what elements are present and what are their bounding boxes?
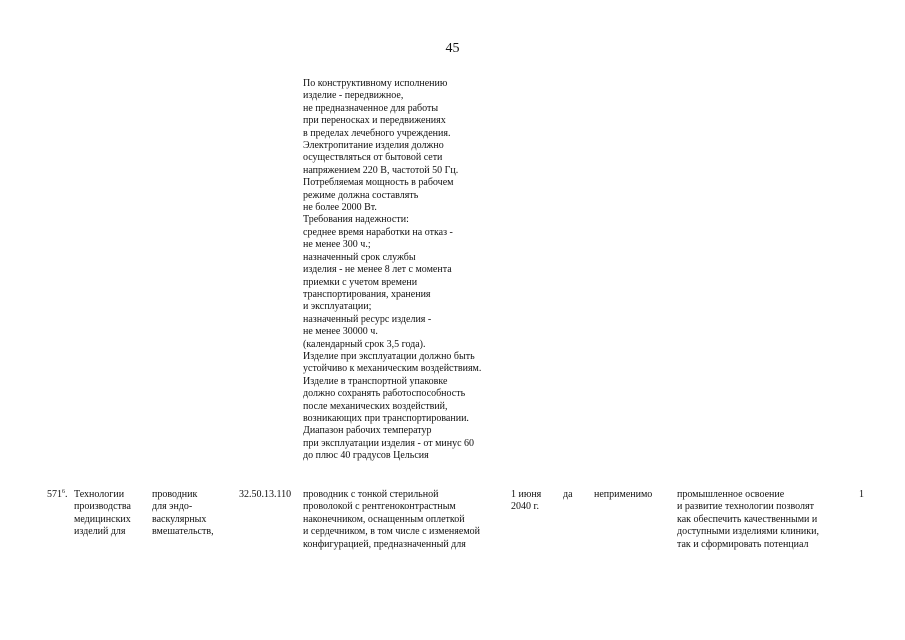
description-cell <box>303 489 480 551</box>
text-line: так и сформировать потенциал <box>677 538 809 550</box>
text-line: проволокой с рентгеноконтрастным <box>303 501 456 513</box>
text-line: и развитие технологии позволят <box>677 501 814 513</box>
text-line: не предназначенное для работы <box>303 102 439 114</box>
text-line: медицинских <box>74 513 131 525</box>
row-number-superscript: 6 <box>62 489 65 495</box>
text-line: По конструктивному исполнению <box>303 78 448 89</box>
text-line: 1 июня <box>511 489 542 500</box>
text-line: производства <box>74 501 131 513</box>
text-line: Изделие в транспортной упаковке <box>303 375 448 387</box>
text-line: транспортирования, хранения <box>303 288 431 300</box>
text-line: Требования надежности: <box>303 214 409 226</box>
text-line: 2040 г. <box>511 501 539 513</box>
text-line: среднее время наработки на отказ - <box>303 226 453 238</box>
date-cell <box>511 489 541 514</box>
product-cell <box>152 489 214 539</box>
text-line: конфигурацией, предназначенный для <box>303 538 466 550</box>
flag-cell: да <box>563 489 573 500</box>
text-line: наконечником, оснащенным оплеткой <box>303 513 465 525</box>
text-line: изделие - передвижное, <box>303 90 404 102</box>
okpd-code-cell: 32.50.13.110 <box>239 489 292 500</box>
text-line: назначенный ресурс изделия - <box>303 313 432 325</box>
row-number-main: 571 <box>47 489 62 500</box>
text-line: Технологии <box>74 489 125 500</box>
text-line: не менее 300 ч.; <box>303 239 371 251</box>
text-line: до плюс 40 градусов Цельсия <box>303 450 429 462</box>
text-line: Электропитание изделия должно <box>303 140 444 152</box>
last-column-cell: 1 <box>859 489 864 500</box>
outcome-cell <box>677 489 819 551</box>
text-line: васкулярных <box>152 513 207 525</box>
text-line: изделия - не менее 8 лет с момента <box>303 264 452 276</box>
text-line: осуществляться от бытовой сети <box>303 152 443 164</box>
text-line: изделий для <box>74 526 126 538</box>
text-line: напряжением 220 В, частотой 50 Гц. <box>303 164 459 176</box>
text-line: не менее 30000 ч. <box>303 326 378 338</box>
text-line: не более 2000 Вт. <box>303 202 377 214</box>
text-line: и эксплуатации; <box>303 301 372 313</box>
text-line: доступными изделиями клиники, <box>677 526 819 538</box>
page-number: 45 <box>445 41 460 56</box>
text-line: должно сохранять работоспособность <box>303 388 466 400</box>
continued-description <box>303 78 481 463</box>
row-number-suffix: . <box>65 489 68 500</box>
text-line: в пределах лечебного учреждения. <box>303 127 451 139</box>
text-line: Изделие при эксплуатации должно быть <box>303 350 475 362</box>
text-line: вмешательств, <box>152 526 214 538</box>
text-line: назначенный срок службы <box>303 251 416 263</box>
text-line: для эндо- <box>152 501 193 513</box>
text-line: и сердечником, в том числе с изменяемой <box>303 526 480 538</box>
text-line: (календарный срок 3,5 года). <box>303 338 426 350</box>
text-line: как обеспечить качественными и <box>677 513 818 525</box>
text-line: приемки с учетом времени <box>303 276 418 288</box>
technology-cell <box>74 489 131 539</box>
applicability-cell: неприменимо <box>594 489 653 500</box>
text-line: режиме должна составлять <box>303 189 419 201</box>
text-line: устойчиво к механическим воздействиям. <box>303 363 482 375</box>
text-line: после механических воздействий, <box>303 400 448 412</box>
text-line: промышленное освоение <box>677 489 785 500</box>
row-number <box>47 489 68 501</box>
text-line: проводник с тонкой стерильной <box>303 489 439 500</box>
text-line: Диапазон рабочих температур <box>303 425 432 437</box>
text-line: при переносках и передвижениях <box>303 115 446 127</box>
text-line: проводник <box>152 489 198 500</box>
text-line: возникающих при транспортировании. <box>303 412 469 424</box>
text-line: при эксплуатации изделия - от минус 60 <box>303 437 475 449</box>
text-line: Потребляемая мощность в рабочем <box>303 177 454 189</box>
